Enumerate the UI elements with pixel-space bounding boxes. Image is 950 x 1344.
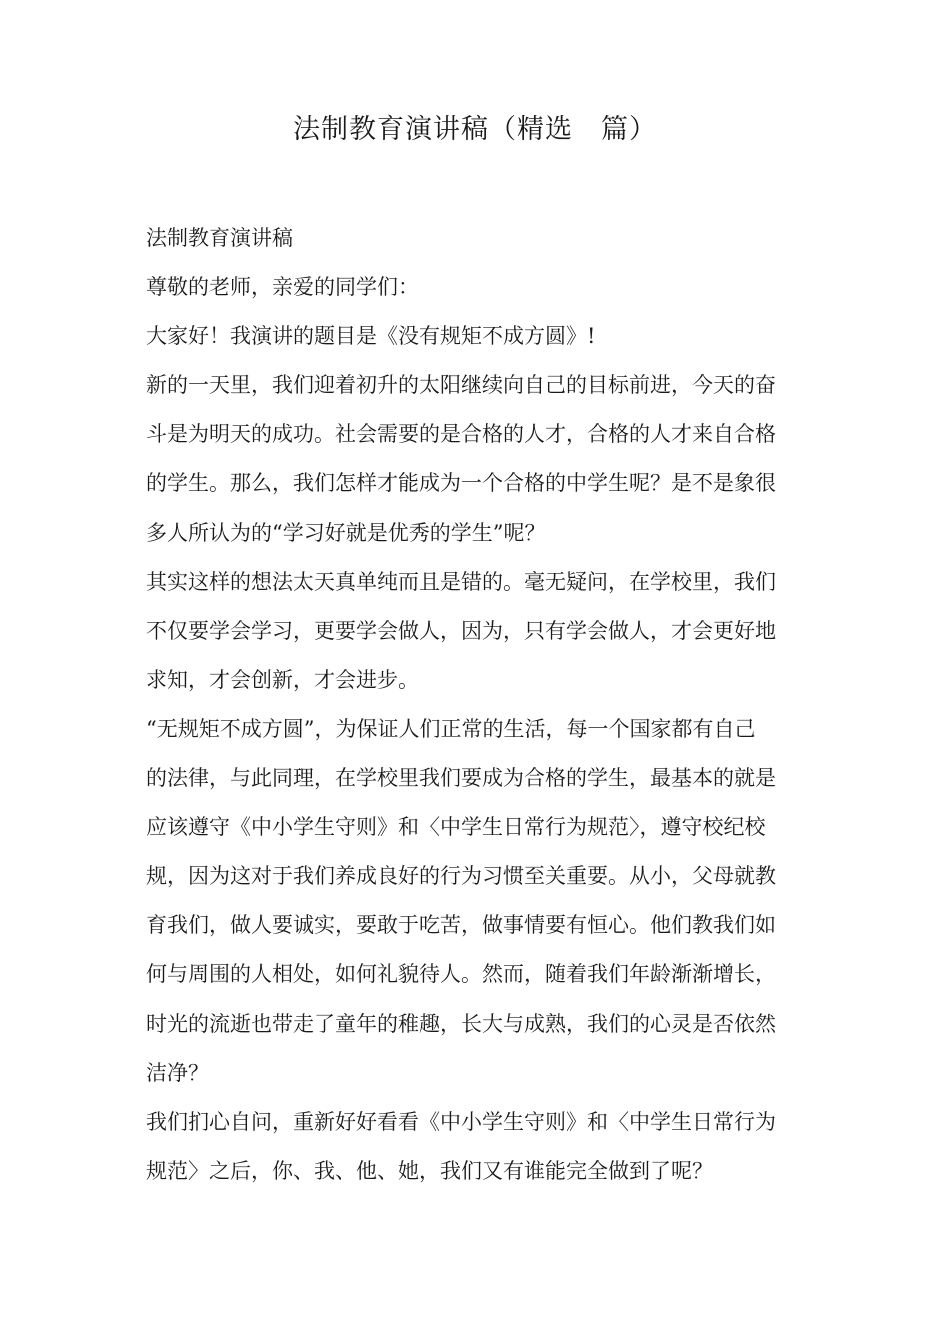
body-line: 育我们，做人要诚实，要敢于吃苦，做事情要有恒心。他们教我们如 — [146, 913, 776, 938]
body-line: 的法律，与此同理，在学校里我们要成为合格的学生，最基本的就是 — [146, 766, 776, 791]
body-line: 我们扪心自问，重新好好看看《中小学生守则》和〈中学生日常行为 — [146, 1109, 776, 1134]
body-line: 规范〉之后，你、我、他、她，我们又有谁能完全做到了呢？ — [146, 1158, 713, 1183]
body-line: 求知，才会创新，才会进步。 — [146, 667, 419, 692]
body-line: 法制教育演讲稿 — [146, 226, 293, 250]
body-line: 不仅要学会学习，更要学会做人，因为，只有学会做人，才会更好地 — [146, 618, 776, 643]
body-line: 时光的流逝也带走了童年的稚趣，长大与成熟，我们的心灵是否依然 — [146, 1011, 776, 1036]
document-body — [146, 220, 812, 1202]
body-line: 洁净？ — [146, 1060, 209, 1085]
body-line: 规，因为这对于我们养成良好的行为习惯至关重要。从小，父母就教 — [146, 864, 776, 889]
body-line: 的学生。那么，我们怎样才能成为一个合格的中学生呢？是不是象很 — [146, 471, 776, 496]
body-line: 尊敬的老师，亲爱的同学们： — [146, 275, 419, 300]
body-line: 多人所认为的“学习好就是优秀的学生”呢？ — [146, 520, 546, 545]
body-line: 其实这样的想法太天真单纯而且是错的。毫无疑问，在学校里，我们 — [146, 569, 776, 594]
body-line: 应该遵守《中小学生守则》和〈中学生日常行为规范〉，遵守校纪校 — [146, 815, 766, 840]
body-line: 何与周围的人相处，如何礼貌待人。然而，随着我们年龄渐渐增长， — [146, 962, 776, 987]
document-title: 法制教育演讲稿（精选 篇） — [293, 114, 657, 145]
body-line: 大家好！我演讲的题目是《没有规矩不成方圆》! — [146, 324, 596, 349]
body-line: 斗是为明天的成功。社会需要的是合格的人才，合格的人才来自合格 — [146, 422, 776, 447]
body-line: “无规矩不成方圆”，为保证人们正常的生活，每一个国家都有自己 — [146, 716, 756, 741]
body-line: 新的一天里，我们迎着初升的太阳继续向自己的目标前进，今天的奋 — [146, 373, 776, 398]
